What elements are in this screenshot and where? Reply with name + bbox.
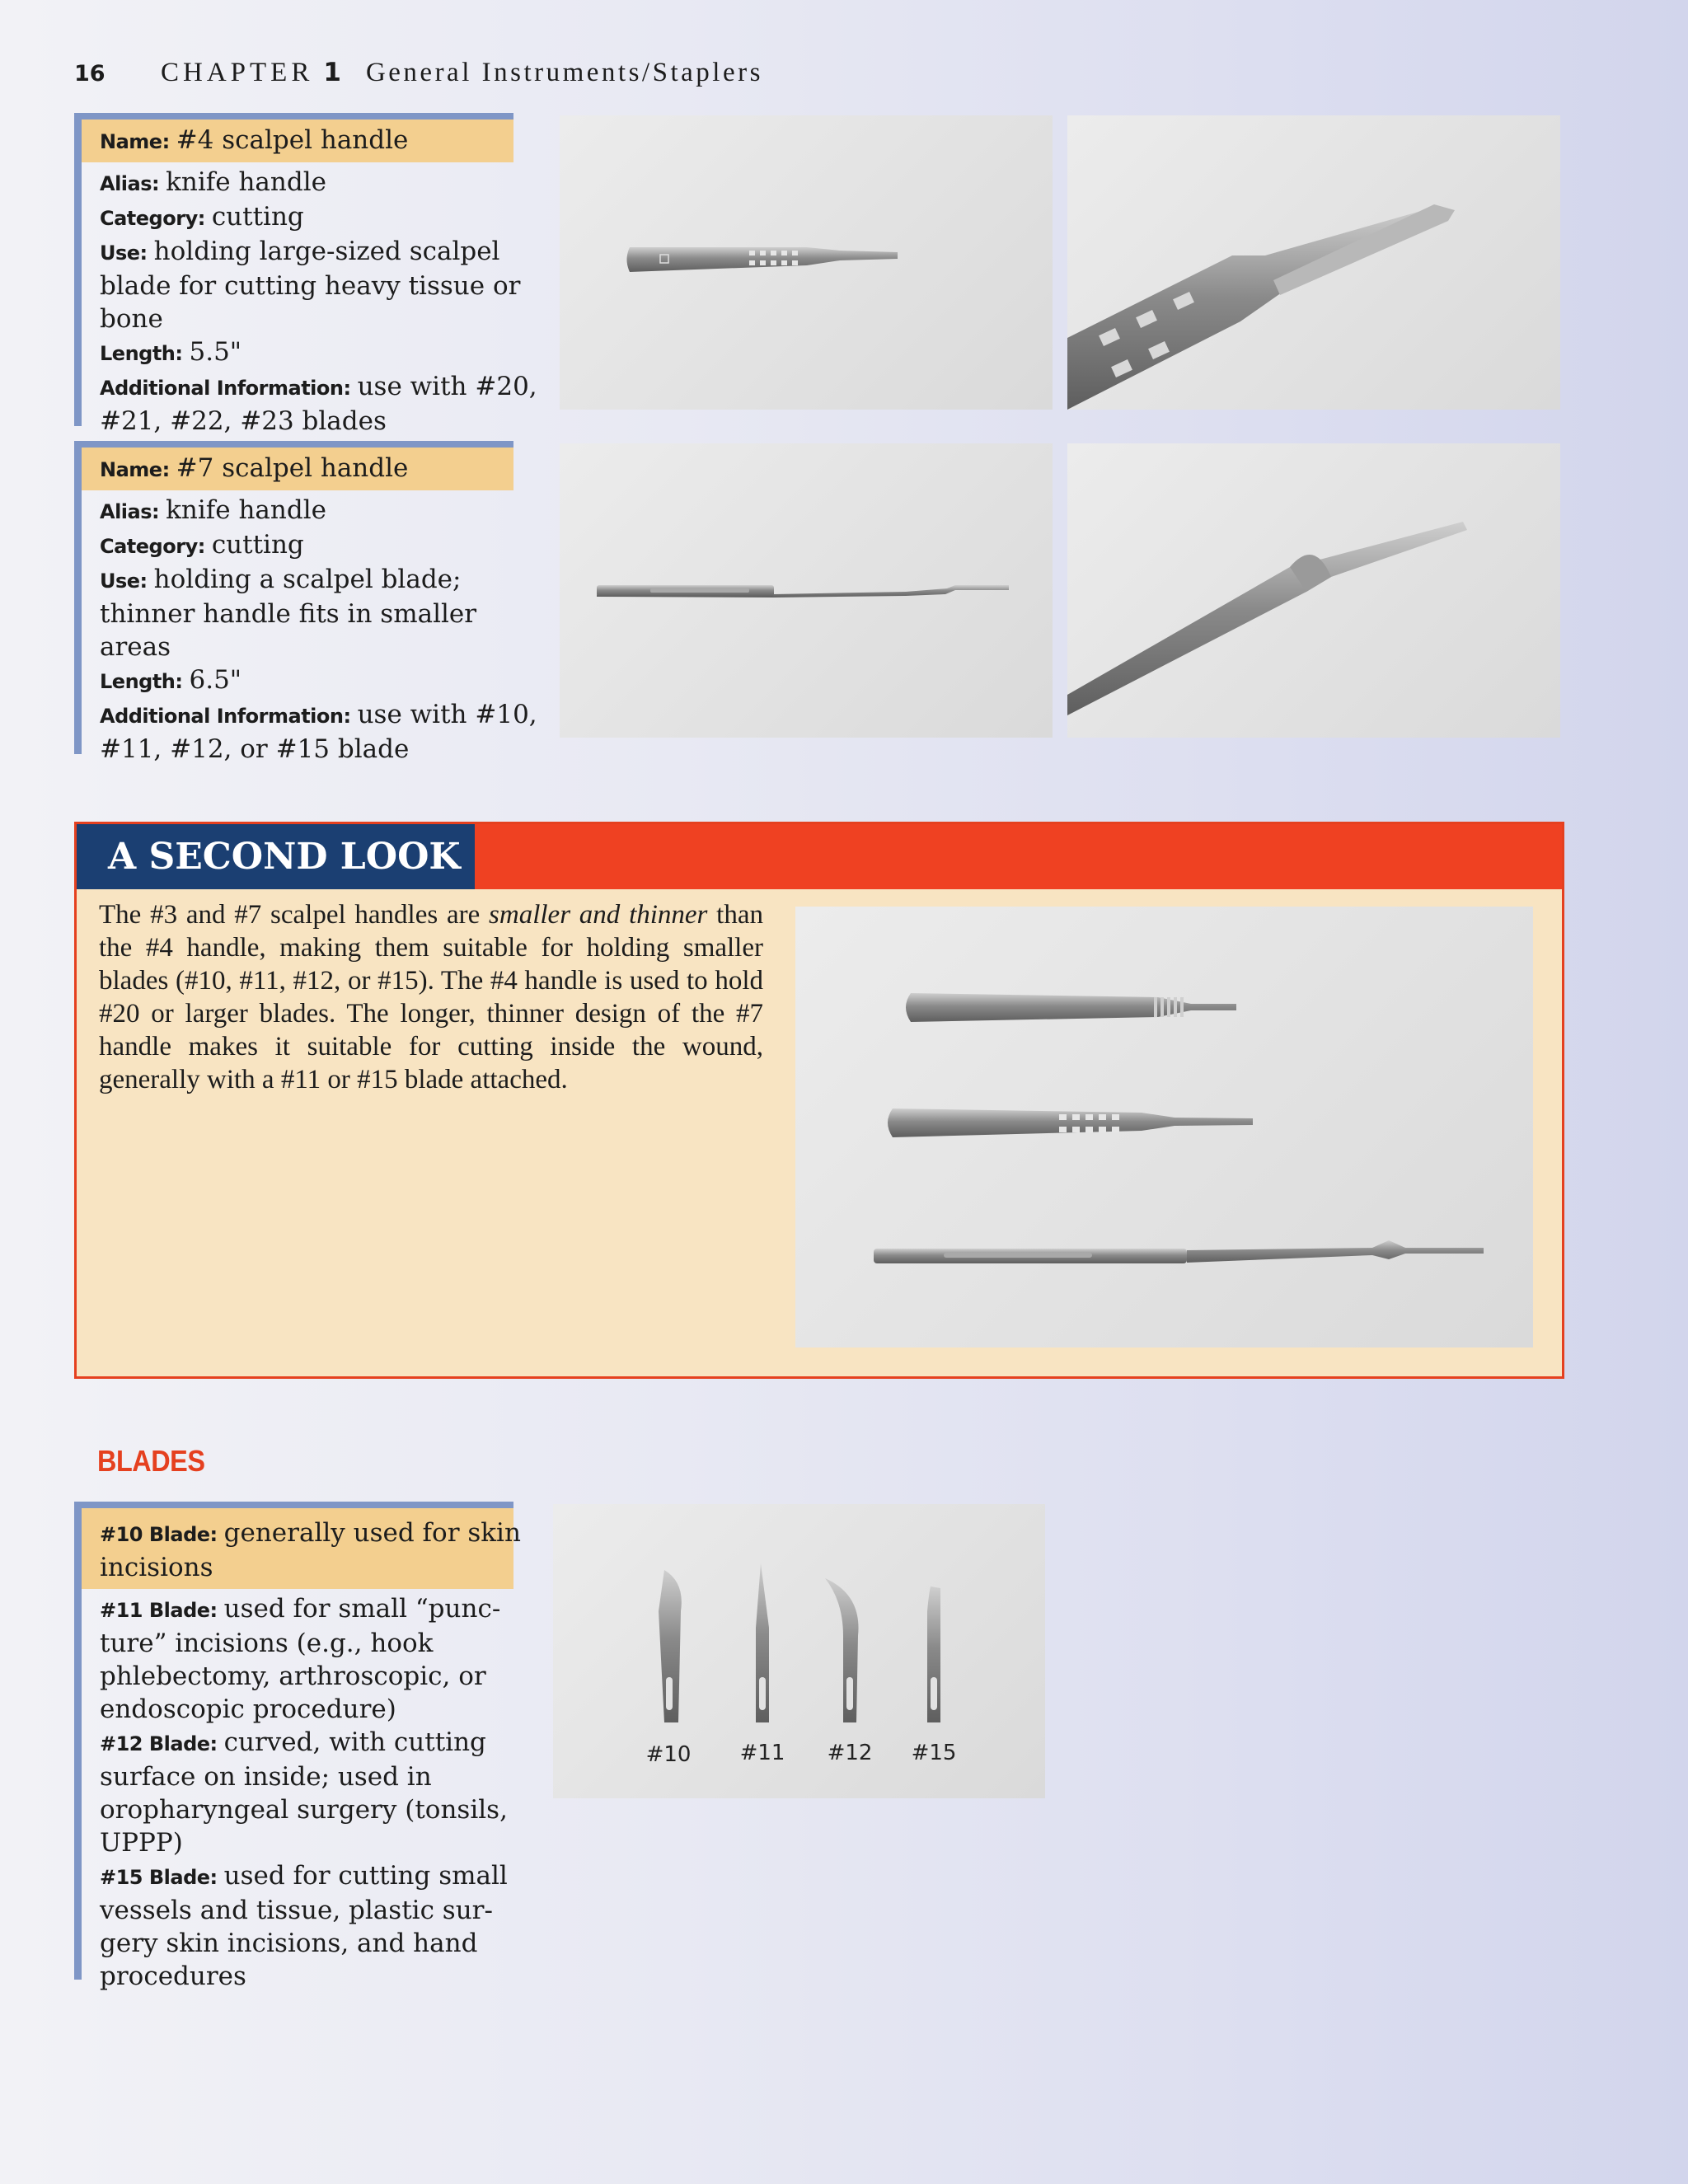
blade-12-label: #12 Blade: bbox=[100, 1732, 218, 1755]
blade-caption-11: #11 bbox=[739, 1741, 785, 1765]
blades-body bbox=[82, 1589, 513, 1993]
alias-label: Alias: bbox=[100, 500, 160, 523]
use-label: Use: bbox=[100, 569, 148, 593]
blade-line: used for cutting small bbox=[223, 1861, 508, 1891]
name-label: Name: bbox=[100, 458, 170, 481]
category-label: Category: bbox=[100, 535, 205, 558]
blade-line: ture” incisions (e.g., hook bbox=[100, 1629, 434, 1658]
scalpel-7-handle-closeup-image bbox=[1067, 443, 1560, 738]
blades-image bbox=[553, 1504, 1045, 1798]
scalpel-4-handle-image bbox=[560, 115, 1053, 410]
length-value: 6.5" bbox=[189, 665, 242, 695]
category-label: Category: bbox=[100, 207, 205, 230]
second-look-box bbox=[74, 822, 1564, 1379]
blade-line: incisions bbox=[100, 1553, 213, 1582]
use-line: holding large-sized scalpel bbox=[153, 237, 500, 266]
blade-caption-12: #12 bbox=[827, 1741, 873, 1765]
spec-top-rule bbox=[74, 1502, 513, 1508]
blade-line: used for small “punc- bbox=[223, 1594, 501, 1624]
page-number: 16 bbox=[74, 61, 106, 87]
second-look-photo bbox=[795, 907, 1533, 1347]
chapter-word: CHAPTER bbox=[161, 58, 314, 87]
blades-spec-block bbox=[74, 1502, 521, 1991]
length-value: 5.5" bbox=[189, 337, 242, 367]
blade-line: surface on inside; used in bbox=[100, 1762, 432, 1792]
name-label: Name: bbox=[100, 130, 170, 153]
alias-label: Alias: bbox=[100, 172, 160, 195]
blade-line: oropharyngeal surgery (tonsils, bbox=[100, 1795, 508, 1825]
spec-block-7-handle bbox=[74, 441, 537, 764]
blade-line: generally used for skin bbox=[223, 1518, 521, 1548]
info-line: use with #20, bbox=[357, 372, 537, 401]
blades-photo bbox=[553, 1504, 1045, 1798]
blade-line: gery skin incisions, and hand bbox=[100, 1929, 478, 1958]
photo-4-handle-full bbox=[560, 115, 1053, 410]
use-line: thinner handle fits in smaller bbox=[100, 599, 477, 629]
use-line: holding a scalpel blade; bbox=[153, 565, 462, 594]
spec-name-row bbox=[82, 448, 513, 490]
blades-heading: BLADES bbox=[97, 1444, 205, 1478]
second-look-title: A SECOND LOOK bbox=[77, 824, 475, 889]
category-value: cutting bbox=[211, 530, 304, 560]
alias-value: knife handle bbox=[166, 167, 326, 197]
blade-line: phlebectomy, arthroscopic, or bbox=[100, 1661, 486, 1691]
chapter-title: General Instruments/Staplers bbox=[365, 58, 763, 87]
length-label: Length: bbox=[100, 670, 183, 693]
info-line: #11, #12, or #15 blade bbox=[100, 734, 410, 764]
spec-body bbox=[82, 162, 537, 438]
spec-name-row bbox=[82, 120, 513, 162]
spec-top-rule bbox=[74, 113, 513, 120]
spec-block-4-handle bbox=[74, 113, 537, 436]
use-label: Use: bbox=[100, 241, 148, 265]
info-label: Additional Information: bbox=[100, 377, 351, 400]
alias-value: knife handle bbox=[166, 495, 326, 525]
info-label: Additional Information: bbox=[100, 705, 351, 728]
second-look-emphasis: smaller and thinner bbox=[489, 900, 708, 930]
blade-line: UPPP) bbox=[100, 1828, 183, 1858]
photo-7-handle-closeup bbox=[1067, 443, 1560, 738]
second-look-text-end: than the #4 handle, making them suitable for holding smaller blades (#10, #11, #12, or #15). The #4 handle is used to hold #20 or larger blades. The longer, thinner design of the #7 handle makes it suitable for cutting inside the wound, generally with a #11 or #15 blade attached. bbox=[99, 900, 763, 1094]
name-value: #7 scalpel handle bbox=[176, 453, 409, 483]
three-scalpel-handles-image bbox=[795, 907, 1533, 1347]
blade-caption-15: #15 bbox=[911, 1741, 957, 1765]
use-line: areas bbox=[100, 632, 171, 662]
scalpel-4-handle-closeup-image bbox=[1067, 115, 1560, 410]
blade-caption-10: #10 bbox=[645, 1742, 692, 1767]
second-look-text bbox=[99, 898, 763, 1096]
second-look-text-start: The #3 and #7 scalpel handles are bbox=[99, 900, 490, 930]
blade-11-label: #11 Blade: bbox=[100, 1599, 218, 1622]
blade-10-row bbox=[82, 1508, 521, 1589]
photo-7-handle-full bbox=[560, 443, 1053, 738]
use-line: bone bbox=[100, 304, 163, 334]
blade-15-label: #15 Blade: bbox=[100, 1866, 218, 1889]
spec-body bbox=[82, 490, 537, 766]
blade-line: vessels and tissue, plastic sur- bbox=[100, 1896, 493, 1925]
blade-line: endoscopic procedure) bbox=[100, 1694, 396, 1724]
blade-10-label: #10 Blade: bbox=[100, 1523, 218, 1546]
scalpel-7-handle-image bbox=[560, 443, 1053, 738]
photo-4-handle-closeup bbox=[1067, 115, 1560, 410]
use-line: blade for cutting heavy tissue or bbox=[100, 271, 521, 301]
blade-line: procedures bbox=[100, 1961, 246, 1991]
length-label: Length: bbox=[100, 342, 183, 365]
running-head bbox=[74, 58, 763, 91]
info-line: #21, #22, #23 blades bbox=[100, 406, 387, 436]
info-line: use with #10, bbox=[357, 700, 537, 729]
chapter-number: 1 bbox=[323, 58, 341, 87]
category-value: cutting bbox=[211, 202, 304, 232]
blade-line: curved, with cutting bbox=[223, 1727, 486, 1757]
spec-top-rule bbox=[74, 441, 513, 448]
name-value: #4 scalpel handle bbox=[176, 125, 409, 155]
